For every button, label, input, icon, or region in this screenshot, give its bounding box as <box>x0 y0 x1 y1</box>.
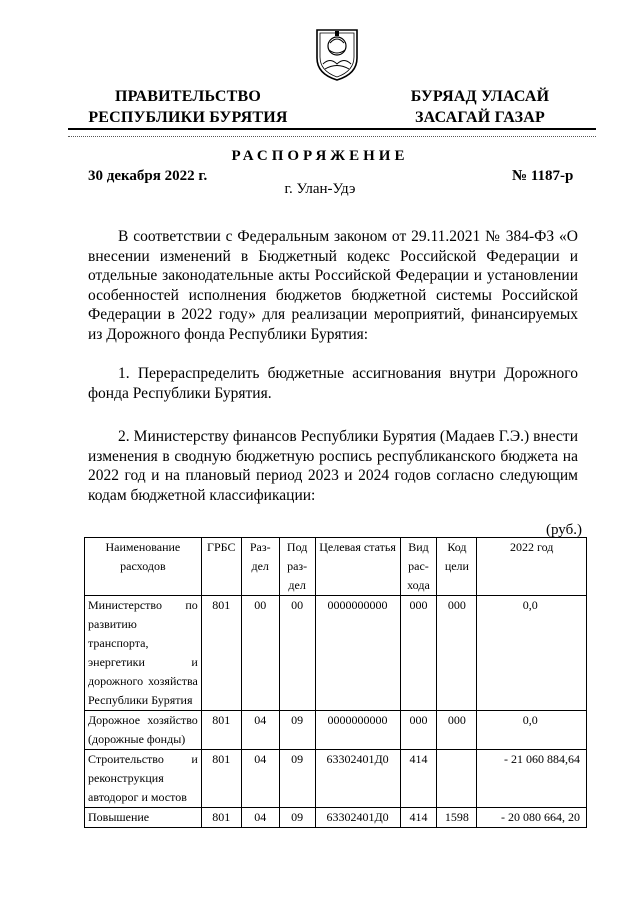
col-header-target: Целевая статья <box>315 538 400 596</box>
header-right <box>390 86 570 128</box>
col-header-name: Наименование расходов <box>85 538 202 596</box>
col-header-subsection: Под раз-дел <box>279 538 315 596</box>
row-amount: 0,0 <box>477 711 587 750</box>
col-header-section: Раз-дел <box>241 538 279 596</box>
row-section: 00 <box>241 596 279 711</box>
row-purpose-code: 000 <box>437 711 477 750</box>
header-right-line1: БУРЯАД УЛАСАЙ <box>410 88 550 105</box>
row-grbs: 801 <box>201 596 241 711</box>
row-section: 04 <box>241 711 279 750</box>
document-title: РАСПОРЯЖЕНИЕ <box>231 148 409 164</box>
table-header-row <box>85 538 587 596</box>
budget-table <box>84 537 587 828</box>
row-amount: 0,0 <box>477 596 587 711</box>
paragraph-item-1: 1. Перераспределить бюджетные ассигнования внутри Дорожного фонда Республики Бурятия. <box>88 365 578 402</box>
header-left <box>88 86 288 128</box>
row-grbs: 801 <box>201 750 241 808</box>
header-right-line2: ЗАСАГАЙ ГАЗАР <box>415 109 545 126</box>
row-amount: - 21 060 884,64 <box>477 750 587 808</box>
col-header-grbs: ГРБС <box>201 538 241 596</box>
row-expense-type: 414 <box>400 808 437 828</box>
row-purpose-code: 1598 <box>437 808 477 828</box>
row-expense-type: 000 <box>400 596 437 711</box>
row-amount: - 20 080 664, 20 <box>477 808 587 828</box>
document-date: 30 декабря 2022 г. <box>88 168 208 184</box>
row-subsection: 09 <box>279 750 315 808</box>
paragraph-preamble: В соответствии с Федеральным законом от 29.11.2021 № 384-ФЗ «О внесении изменений в Бюджетный кодекс Российской Федерации и отдельные законодательные акты Российской Федерации и установлении особенностей исполнения бюджетов бюджетной системы Российской Федерации в 2022 году» для реализации мероприятий, финансируемых из Дорожного фонда Республики Бурятия: <box>88 228 578 343</box>
row-grbs: 801 <box>201 808 241 828</box>
row-target: 0000000000 <box>315 596 400 711</box>
row-name: Строительство и реконструкция автодорог и мостов <box>85 750 202 808</box>
row-target: 63302401Д0 <box>315 808 400 828</box>
table-row <box>85 808 587 828</box>
row-subsection: 09 <box>279 808 315 828</box>
header-left-line1: ПРАВИТЕЛЬСТВО <box>114 88 262 105</box>
header-divider <box>68 128 596 137</box>
document-number: № 1187-р <box>512 168 574 184</box>
row-name: Повышение <box>85 808 202 828</box>
table-row <box>85 750 587 808</box>
col-header-expense-type: Вид рас-хода <box>400 538 437 596</box>
table-row <box>85 596 587 711</box>
row-expense-type: 414 <box>400 750 437 808</box>
row-purpose-code <box>437 750 477 808</box>
document-city: г. Улан-Удэ <box>284 181 356 197</box>
row-expense-type: 000 <box>400 711 437 750</box>
row-name: Министерство по развитию транспорта, энергетики и дорожного хозяйства Республики Бурятия <box>85 596 202 711</box>
row-subsection: 09 <box>279 711 315 750</box>
currency-unit: (руб.) <box>546 522 582 538</box>
row-target: 63302401Д0 <box>315 750 400 808</box>
coat-of-arms-emblem <box>313 26 361 82</box>
row-section: 04 <box>241 808 279 828</box>
row-purpose-code: 000 <box>437 596 477 711</box>
paragraph-item-2: 2. Министерству финансов Республики Бурятия (Мадаев Г.Э.) внести изменения в сводную бюджетную роспись республиканского бюджета на 2022 год и на плановый период 2023 и 2024 годов согласно следующим кодам бюджетной классификации: <box>88 428 578 504</box>
header-left-line2: РЕСПУБЛИКИ БУРЯТИЯ <box>88 109 288 126</box>
table-row <box>85 711 587 750</box>
row-subsection: 00 <box>279 596 315 711</box>
row-target: 0000000000 <box>315 711 400 750</box>
row-grbs: 801 <box>201 711 241 750</box>
row-section: 04 <box>241 750 279 808</box>
col-header-purpose-code: Код цели <box>437 538 477 596</box>
col-header-year: 2022 год <box>477 538 587 596</box>
row-name: Дорожное хозяйство (дорожные фонды) <box>85 711 202 750</box>
